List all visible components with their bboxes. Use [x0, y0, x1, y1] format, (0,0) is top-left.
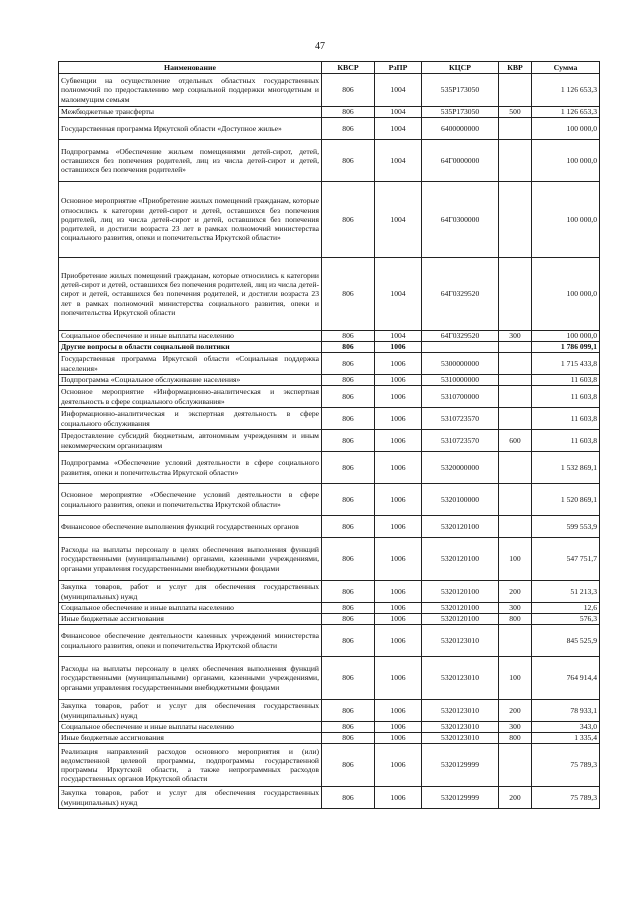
- row-kvsr: 806: [322, 614, 375, 625]
- row-name: Финансовое обеспечение выполнения функций государственных органов: [59, 516, 322, 538]
- row-rzpr: 1006: [375, 625, 422, 657]
- row-kvr: [499, 386, 532, 408]
- row-sum: 12,6: [532, 603, 600, 614]
- row-sum: 75 789,3: [532, 787, 600, 809]
- row-kvsr: 806: [322, 331, 375, 342]
- row-kcsr: 64Г0329520: [422, 258, 499, 331]
- column-header-kvsr: КВСР: [322, 62, 375, 74]
- column-header-name: Наименование: [59, 62, 322, 74]
- row-kvr: 600: [499, 430, 532, 452]
- row-sum: 1 335,4: [532, 733, 600, 744]
- row-kvr: 100: [499, 657, 532, 700]
- table-row: [59, 342, 600, 353]
- row-kvsr: 806: [322, 744, 375, 787]
- row-sum: 343,0: [532, 722, 600, 733]
- row-kvsr: 806: [322, 353, 375, 375]
- row-kvsr: 806: [322, 452, 375, 484]
- row-kvsr: 806: [322, 140, 375, 182]
- row-name: Закупка товаров, работ и услуг для обеспечения государственных (муниципальных) нужд: [59, 581, 322, 603]
- row-kcsr: 5320000000: [422, 452, 499, 484]
- row-name: Реализация направлений расходов основного мероприятия и (или) ведомственной целевой программы, подпрограммы государственной программы Иркутской области, а также непрограммных расходов государственных органов Иркутской области: [59, 744, 322, 787]
- table-row: [59, 331, 600, 342]
- row-rzpr: 1006: [375, 581, 422, 603]
- row-sum: 78 933,1: [532, 700, 600, 722]
- row-kcsr: 5320123010: [422, 700, 499, 722]
- table-row: [59, 581, 600, 603]
- row-kvsr: 806: [322, 118, 375, 140]
- row-name: Предоставление субсидий бюджетным, автономным учреждениям и иным некоммерческим организациям: [59, 430, 322, 452]
- row-kvr: [499, 516, 532, 538]
- row-kcsr: 5320120100: [422, 603, 499, 614]
- table-row: [59, 408, 600, 430]
- table-row: [59, 614, 600, 625]
- table-row: [59, 386, 600, 408]
- row-kcsr: 5320123010: [422, 625, 499, 657]
- row-rzpr: 1006: [375, 538, 422, 581]
- row-kcsr: 6400000000: [422, 118, 499, 140]
- row-kcsr: 5320120100: [422, 516, 499, 538]
- row-sum: 1 126 653,3: [532, 107, 600, 118]
- table-row: [59, 258, 600, 331]
- row-rzpr: 1006: [375, 787, 422, 809]
- row-rzpr: 1004: [375, 258, 422, 331]
- table-row: [59, 353, 600, 375]
- row-kvsr: 806: [322, 430, 375, 452]
- row-kvr: [499, 625, 532, 657]
- row-kvr: 200: [499, 787, 532, 809]
- row-rzpr: 1004: [375, 140, 422, 182]
- row-sum: 1 786 099,1: [532, 342, 600, 353]
- row-rzpr: 1006: [375, 733, 422, 744]
- row-rzpr: 1006: [375, 516, 422, 538]
- row-kvr: 300: [499, 331, 532, 342]
- table-row: [59, 657, 600, 700]
- row-rzpr: 1006: [375, 603, 422, 614]
- row-name: Основное мероприятие «Информационно-аналитическая и экспертная деятельность в сфере социального обслуживания»: [59, 386, 322, 408]
- row-kvr: [499, 375, 532, 386]
- table-row: [59, 700, 600, 722]
- row-kcsr: [422, 342, 499, 353]
- row-kvr: [499, 342, 532, 353]
- row-rzpr: 1006: [375, 342, 422, 353]
- table-row: [59, 140, 600, 182]
- row-kcsr: 5320123010: [422, 657, 499, 700]
- row-kvr: 300: [499, 603, 532, 614]
- row-kvsr: 806: [322, 581, 375, 603]
- row-kvr: [499, 408, 532, 430]
- row-kvr: 200: [499, 700, 532, 722]
- row-rzpr: 1006: [375, 386, 422, 408]
- row-kvr: [499, 744, 532, 787]
- row-kcsr: 5310000000: [422, 375, 499, 386]
- row-name: Подпрограмма «Обеспечение жильем помещениями детей-сирот, детей, оставшихся без попечения родителей, лиц из числа детей-сирот и детей, оставшихся без попечения родителей»: [59, 140, 322, 182]
- row-name: Иные бюджетные ассигнования: [59, 614, 322, 625]
- row-rzpr: 1006: [375, 744, 422, 787]
- row-kvsr: 806: [322, 484, 375, 516]
- table-row: [59, 538, 600, 581]
- row-sum: 11 603,8: [532, 386, 600, 408]
- row-kcsr: 64Г0329520: [422, 331, 499, 342]
- row-kvsr: 806: [322, 74, 375, 107]
- row-sum: 100 000,0: [532, 258, 600, 331]
- row-name: Государственная программа Иркутской области «Доступное жилье»: [59, 118, 322, 140]
- row-kvsr: 806: [322, 408, 375, 430]
- row-kvr: 800: [499, 733, 532, 744]
- row-kvr: [499, 452, 532, 484]
- row-sum: 599 553,9: [532, 516, 600, 538]
- row-kcsr: 5320123010: [422, 733, 499, 744]
- row-name: Основное мероприятие «Приобретение жилых помещений гражданам, которые относились к категории детей-сирот и детей, оставшихся без попечения родителей, лиц из числа детей-сирот и детей, оставшихся без попечения родителей, и достигли возраста 23 лет в рамках полномочий министерства социального развития, опеки и попечительства Иркутской области»: [59, 182, 322, 258]
- table-row: [59, 430, 600, 452]
- table-row: [59, 733, 600, 744]
- row-kvr: 300: [499, 722, 532, 733]
- row-rzpr: 1006: [375, 657, 422, 700]
- row-sum: 845 525,9: [532, 625, 600, 657]
- row-name: Закупка товаров, работ и услуг для обеспечения государственных (муниципальных) нужд: [59, 787, 322, 809]
- table-row: [59, 118, 600, 140]
- column-header-rzpr: РзПР: [375, 62, 422, 74]
- row-kvr: [499, 74, 532, 107]
- row-rzpr: 1006: [375, 408, 422, 430]
- row-name: Подпрограмма «Социальное обслуживание населения»: [59, 375, 322, 386]
- row-rzpr: 1004: [375, 74, 422, 107]
- row-name: Финансовое обеспечение деятельности казенных учреждений министерства социального развития, опеки и попечительства Иркутской области: [59, 625, 322, 657]
- table-row: [59, 182, 600, 258]
- row-kvsr: 806: [322, 386, 375, 408]
- row-name: Иные бюджетные ассигнования: [59, 733, 322, 744]
- row-sum: 1 520 869,1: [532, 484, 600, 516]
- table-body: [59, 74, 600, 809]
- row-rzpr: 1006: [375, 353, 422, 375]
- row-sum: 1 715 433,8: [532, 353, 600, 375]
- row-kvsr: 806: [322, 603, 375, 614]
- row-kvr: [499, 182, 532, 258]
- table-row: [59, 516, 600, 538]
- row-sum: 51 213,3: [532, 581, 600, 603]
- row-kvr: [499, 258, 532, 331]
- row-kvsr: 806: [322, 375, 375, 386]
- row-kcsr: 5320120100: [422, 538, 499, 581]
- row-kvr: [499, 140, 532, 182]
- page-number: 47: [315, 41, 325, 52]
- row-kcsr: 5320100000: [422, 484, 499, 516]
- row-sum: 75 789,3: [532, 744, 600, 787]
- column-header-sum: Сумма: [532, 62, 600, 74]
- row-rzpr: 1006: [375, 700, 422, 722]
- row-kcsr: 5320129999: [422, 744, 499, 787]
- table-row: [59, 375, 600, 386]
- row-kcsr: 64Г0000000: [422, 140, 499, 182]
- row-kcsr: 535Р173050: [422, 74, 499, 107]
- row-kvr: 100: [499, 538, 532, 581]
- table-row: [59, 74, 600, 107]
- row-kvsr: 806: [322, 657, 375, 700]
- row-name: Субвенции на осуществление отдельных областных государственных полномочий по предоставлению мер социальной поддержки многодетным и малоимущим семьям: [59, 74, 322, 107]
- row-rzpr: 1006: [375, 614, 422, 625]
- row-kvr: 200: [499, 581, 532, 603]
- row-sum: 1 532 869,1: [532, 452, 600, 484]
- row-kvr: [499, 118, 532, 140]
- row-kcsr: 64Г0300000: [422, 182, 499, 258]
- row-name: Подпрограмма «Обеспечение условий деятельности в сфере социального развития, опеки и попечительства Иркутской области»: [59, 452, 322, 484]
- row-kvr: [499, 484, 532, 516]
- table-row: [59, 625, 600, 657]
- row-sum: 764 914,4: [532, 657, 600, 700]
- row-kvr: [499, 353, 532, 375]
- row-name: Государственная программа Иркутской области «Социальная поддержка населения»: [59, 353, 322, 375]
- row-sum: 11 603,8: [532, 375, 600, 386]
- row-name: Приобретение жилых помещений гражданам, которые относились к категории детей-сирот и детей, оставшихся без попечения родителей, лиц из числа детей-сирот и детей, оставшихся без попечения родителей, и достигли возраста 23 лет в рамках полномочий министерства социального развития, опеки и попечительства Иркутской области: [59, 258, 322, 331]
- row-kcsr: 5310700000: [422, 386, 499, 408]
- row-sum: 11 603,8: [532, 430, 600, 452]
- table-row: [59, 107, 600, 118]
- row-name: Другие вопросы в области социальной политики: [59, 342, 322, 353]
- row-rzpr: 1004: [375, 118, 422, 140]
- row-sum: 100 000,0: [532, 182, 600, 258]
- row-kvsr: 806: [322, 258, 375, 331]
- row-sum: 100 000,0: [532, 140, 600, 182]
- table-row: [59, 603, 600, 614]
- row-sum: 100 000,0: [532, 118, 600, 140]
- row-kcsr: 535Р173050: [422, 107, 499, 118]
- row-rzpr: 1006: [375, 722, 422, 733]
- row-kvr: 800: [499, 614, 532, 625]
- row-sum: 547 751,7: [532, 538, 600, 581]
- row-kvsr: 806: [322, 538, 375, 581]
- row-kcsr: 5320123010: [422, 722, 499, 733]
- row-rzpr: 1004: [375, 182, 422, 258]
- table-row: [59, 452, 600, 484]
- row-sum: 100 000,0: [532, 331, 600, 342]
- row-rzpr: 1006: [375, 375, 422, 386]
- row-kvsr: 806: [322, 733, 375, 744]
- row-kvsr: 806: [322, 107, 375, 118]
- row-kcsr: 5300000000: [422, 353, 499, 375]
- row-sum: 1 126 653,3: [532, 74, 600, 107]
- row-kcsr: 5310723570: [422, 430, 499, 452]
- row-kcsr: 5310723570: [422, 408, 499, 430]
- row-sum: 11 603,8: [532, 408, 600, 430]
- row-rzpr: 1006: [375, 484, 422, 516]
- row-name: Информационно-аналитическая и экспертная деятельность в сфере социального обслуживания: [59, 408, 322, 430]
- table-header-row: [59, 62, 600, 74]
- table-row: [59, 744, 600, 787]
- column-header-kcsr: КЦСР: [422, 62, 499, 74]
- row-kcsr: 5320129999: [422, 787, 499, 809]
- row-rzpr: 1006: [375, 452, 422, 484]
- row-name: Межбюджетные трансферты: [59, 107, 322, 118]
- row-kvsr: 806: [322, 787, 375, 809]
- row-kcsr: 5320120100: [422, 614, 499, 625]
- row-kvsr: 806: [322, 722, 375, 733]
- table-row: [59, 722, 600, 733]
- column-header-kvr: КВР: [499, 62, 532, 74]
- row-name: Основное мероприятие «Обеспечение условий деятельности в сфере социального развития, опеки и попечительства Иркутской области»: [59, 484, 322, 516]
- row-name: Расходы на выплаты персоналу в целях обеспечения выполнения функций государственными (муниципальными) органами, казенными учреждениями, органами управления государственными внебюджетными фондами: [59, 657, 322, 700]
- row-kvsr: 806: [322, 516, 375, 538]
- row-kvsr: 806: [322, 342, 375, 353]
- row-name: Социальное обеспечение и иные выплаты населению: [59, 603, 322, 614]
- row-rzpr: 1004: [375, 331, 422, 342]
- row-kvsr: 806: [322, 625, 375, 657]
- table-row: [59, 787, 600, 809]
- row-kvsr: 806: [322, 700, 375, 722]
- row-rzpr: 1006: [375, 430, 422, 452]
- row-kvr: 500: [499, 107, 532, 118]
- row-name: Расходы на выплаты персоналу в целях обеспечения выполнения функций государственными (муниципальными) органами, казенными учреждениями, органами управления государственными внебюджетными фондами: [59, 538, 322, 581]
- table-row: [59, 484, 600, 516]
- row-sum: 576,3: [532, 614, 600, 625]
- row-name: Социальное обеспечение и иные выплаты населению: [59, 331, 322, 342]
- row-name: Социальное обеспечение и иные выплаты населению: [59, 722, 322, 733]
- row-name: Закупка товаров, работ и услуг для обеспечения государственных (муниципальных) нужд: [59, 700, 322, 722]
- row-rzpr: 1004: [375, 107, 422, 118]
- row-kvsr: 806: [322, 182, 375, 258]
- row-kcsr: 5320120100: [422, 581, 499, 603]
- budget-table: [58, 61, 600, 809]
